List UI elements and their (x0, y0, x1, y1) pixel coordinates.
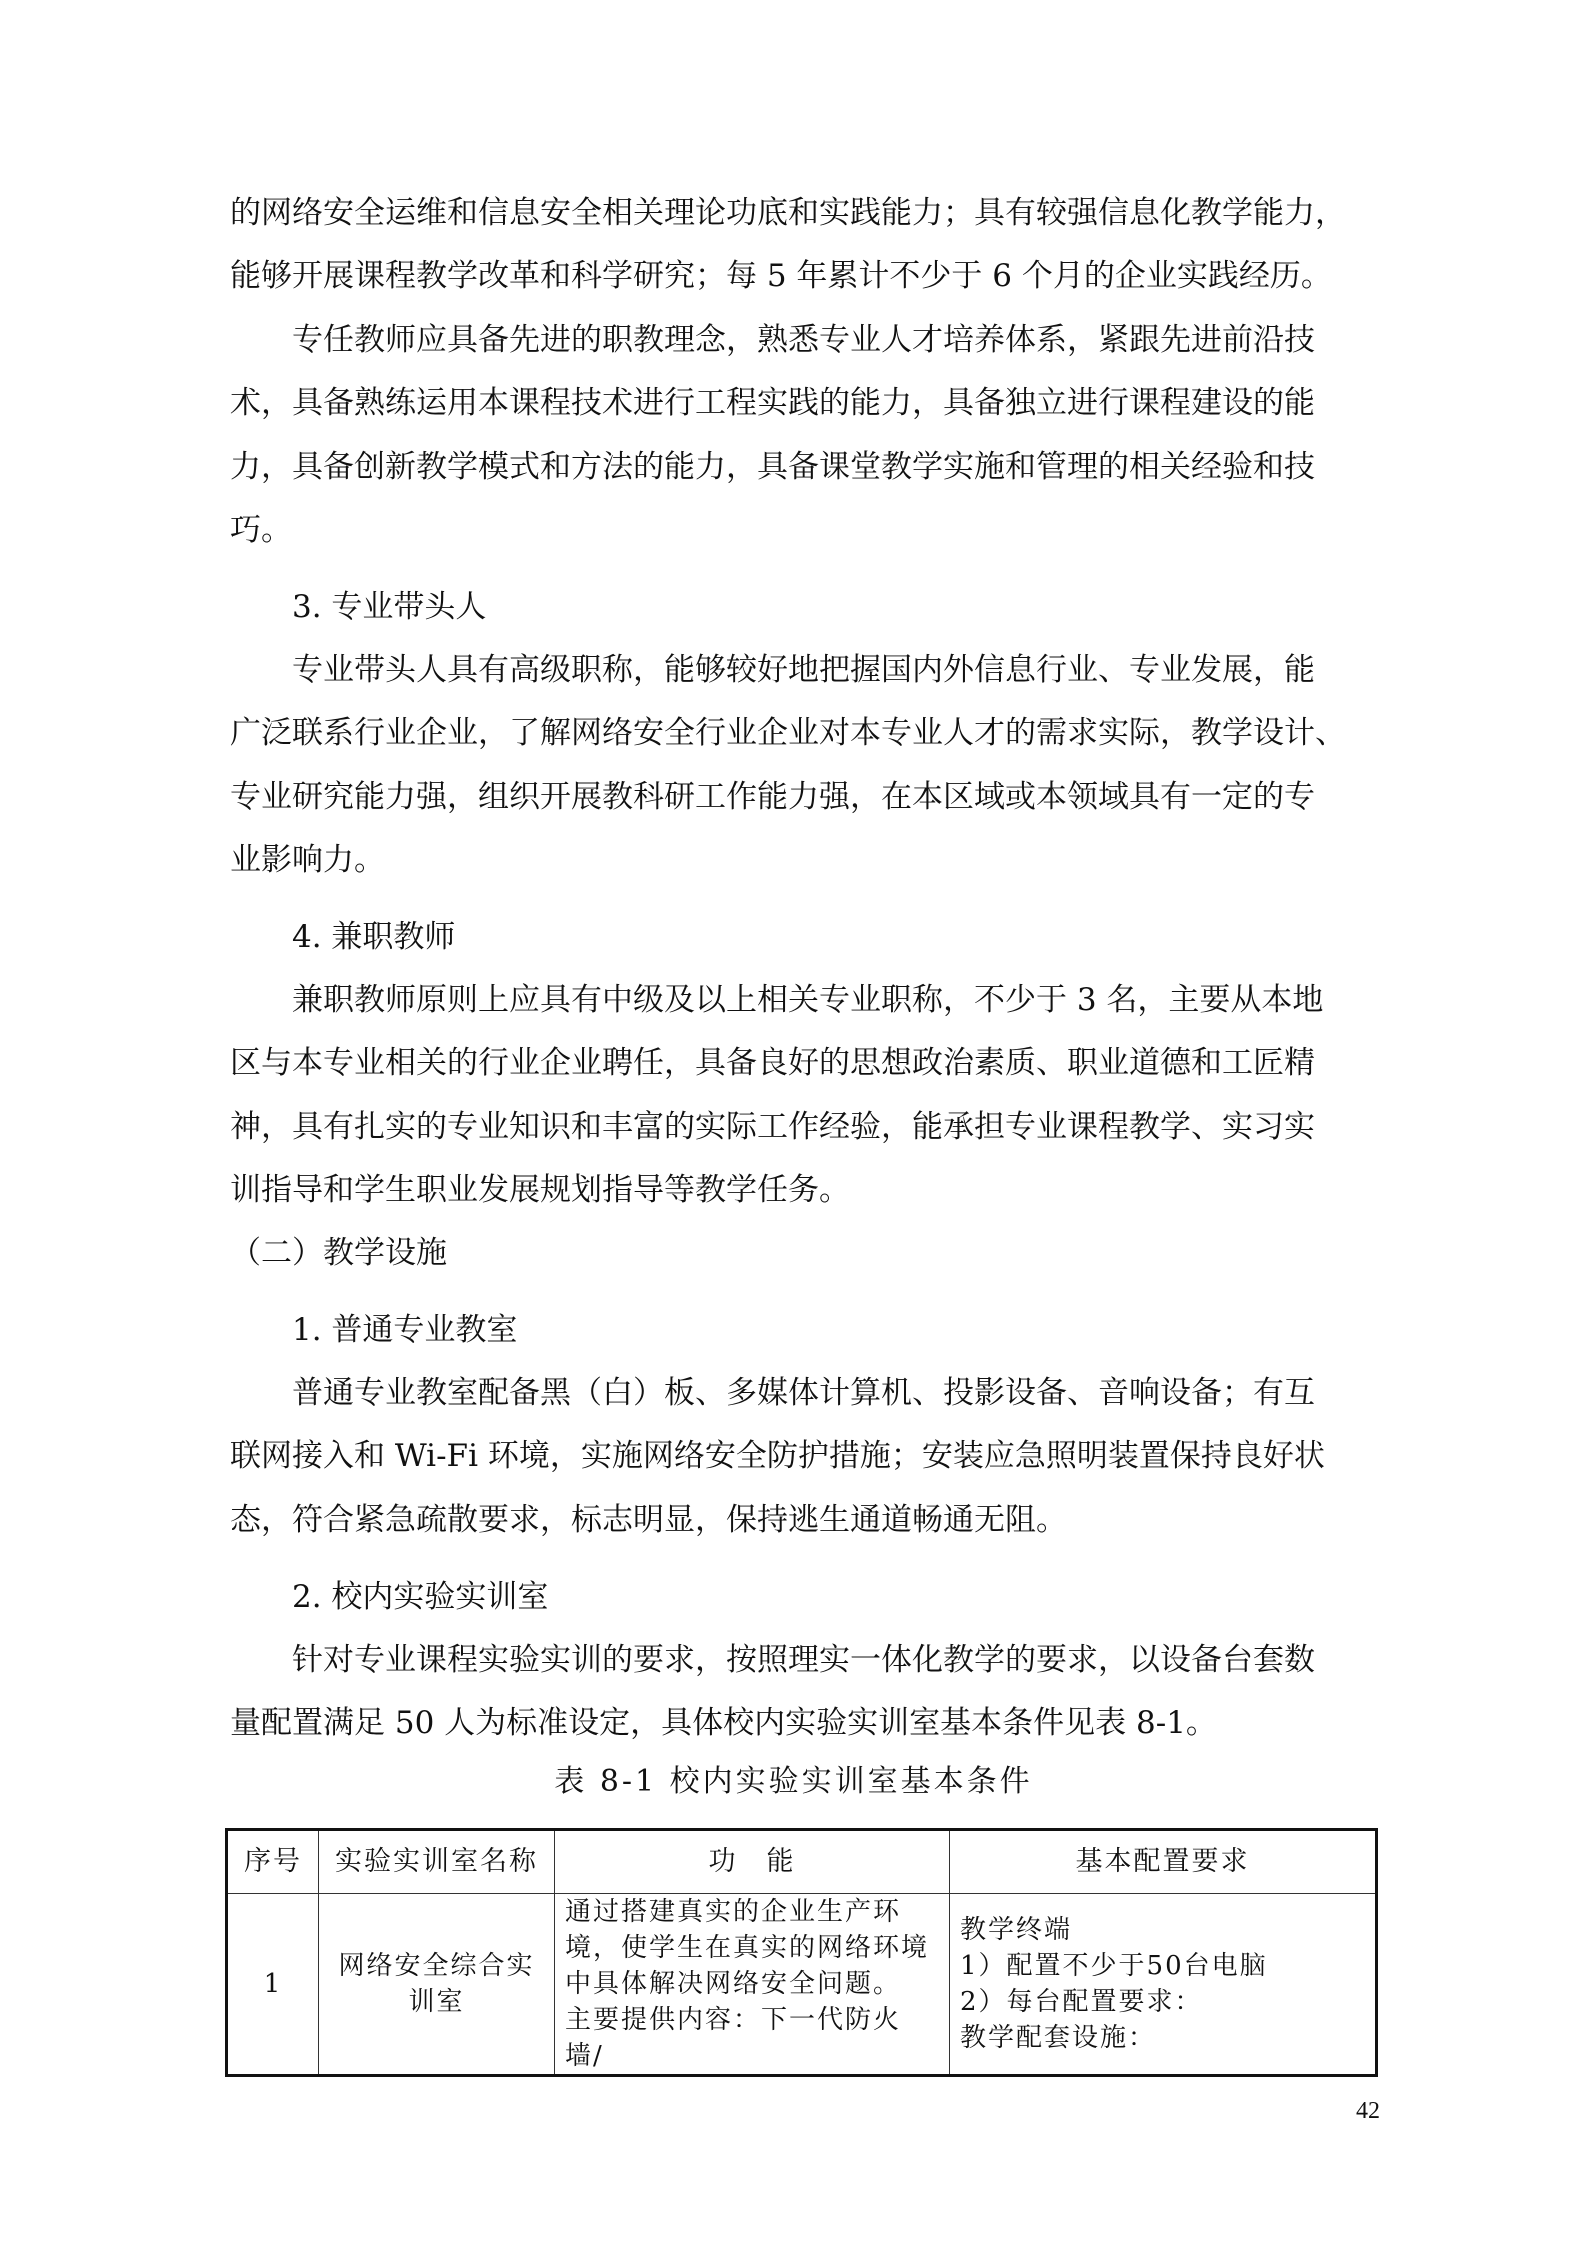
table-caption: 表 8-1 校内实验实训室基本条件 (554, 1764, 1033, 1799)
column-header-name: 实验实训室名称 (319, 1830, 555, 1894)
body-text-line: 兼职教师原则上应具有中级及以上相关专业职称，不少于 3 名，主要从本地 (292, 982, 1324, 1018)
body-text-line: 的网络安全运维和信息安全相关理论功底和实践能力；具有较强信息化教学能力， (230, 195, 1346, 231)
body-text-line: 能够开展课程教学改革和科学研究；每 5 年累计不少于 6 个月的企业实践经历。 (230, 258, 1332, 294)
body-text-line: 专任教师应具备先进的职教理念，熟悉专业人才培养体系，紧跟先进前沿技 (292, 322, 1315, 358)
body-text-line: 专业研究能力强，组织开展教科研工作能力强，在本区域或本领域具有一定的专 (230, 779, 1315, 815)
subsection-heading: 1. 普通专业教室 (292, 1312, 518, 1348)
table-row (227, 1894, 1377, 2076)
body-text-line: 巧。 (230, 512, 292, 548)
body-text-line: 区与本专业相关的行业企业聘任，具备良好的思想政治素质、职业道德和工匠精 (230, 1045, 1315, 1081)
body-text-line: 普通专业教室配备黑（白）板、多媒体计算机、投影设备、音响设备；有互 (292, 1375, 1315, 1411)
body-text-line: 训指导和学生职业发展规划指导等教学任务。 (230, 1172, 850, 1208)
lab-conditions-table (225, 1828, 1378, 2077)
config-cell: 教学终端 1）配置不少于50台电脑 2）每台配置要求： 教学配套设施： (950, 1894, 1377, 2076)
body-text-line: 针对专业课程实验实训的要求，按照理实一体化教学的要求，以设备台套数 (292, 1642, 1315, 1678)
lab-name-cell: 网络安全综合实训室 (319, 1894, 555, 2076)
row-number-cell: 1 (227, 1894, 319, 2076)
column-header-function: 功 能 (555, 1830, 950, 1894)
column-header-no: 序号 (227, 1830, 319, 1894)
subsection-heading: 2. 校内实验实训室 (292, 1579, 549, 1615)
body-text-line: 广泛联系行业企业，了解网络安全行业企业对本专业人才的需求实际，教学设计、 (230, 715, 1346, 751)
section-heading: （二）教学设施 (230, 1235, 447, 1271)
page-number: 42 (1356, 2098, 1380, 2124)
column-header-config: 基本配置要求 (950, 1830, 1377, 1894)
body-text-line: 专业带头人具有高级职称，能够较好地把握国内外信息行业、专业发展，能 (292, 652, 1315, 688)
body-text-line: 神，具有扎实的专业知识和丰富的实际工作经验，能承担专业课程教学、实习实 (230, 1109, 1315, 1145)
body-text-line: 态，符合紧急疏散要求，标志明显，保持逃生通道畅通无阻。 (230, 1502, 1067, 1538)
subsection-heading: 3. 专业带头人 (292, 589, 487, 625)
body-text-line: 术，具备熟练运用本课程技术进行工程实践的能力，具备独立进行课程建设的能 (230, 385, 1315, 421)
body-text-line: 力，具备创新教学模式和方法的能力，具备课堂教学实施和管理的相关经验和技 (230, 449, 1315, 485)
body-text-line: 联网接入和 Wi-Fi 环境，实施网络安全防护措施；安装应急照明装置保持良好状 (230, 1438, 1325, 1474)
body-text-line: 量配置满足 50 人为标准设定，具体校内实验实训室基本条件见表 8-1。 (230, 1705, 1217, 1741)
function-cell: 通过搭建真实的企业生产环境，使学生在真实的网络环境中具体解决网络安全问题。 主要提供内容：下一代防火墙/ (555, 1894, 950, 2076)
subsection-heading: 4. 兼职教师 (292, 919, 456, 955)
body-text-line: 业影响力。 (230, 842, 385, 878)
table-header-row (227, 1830, 1377, 1894)
